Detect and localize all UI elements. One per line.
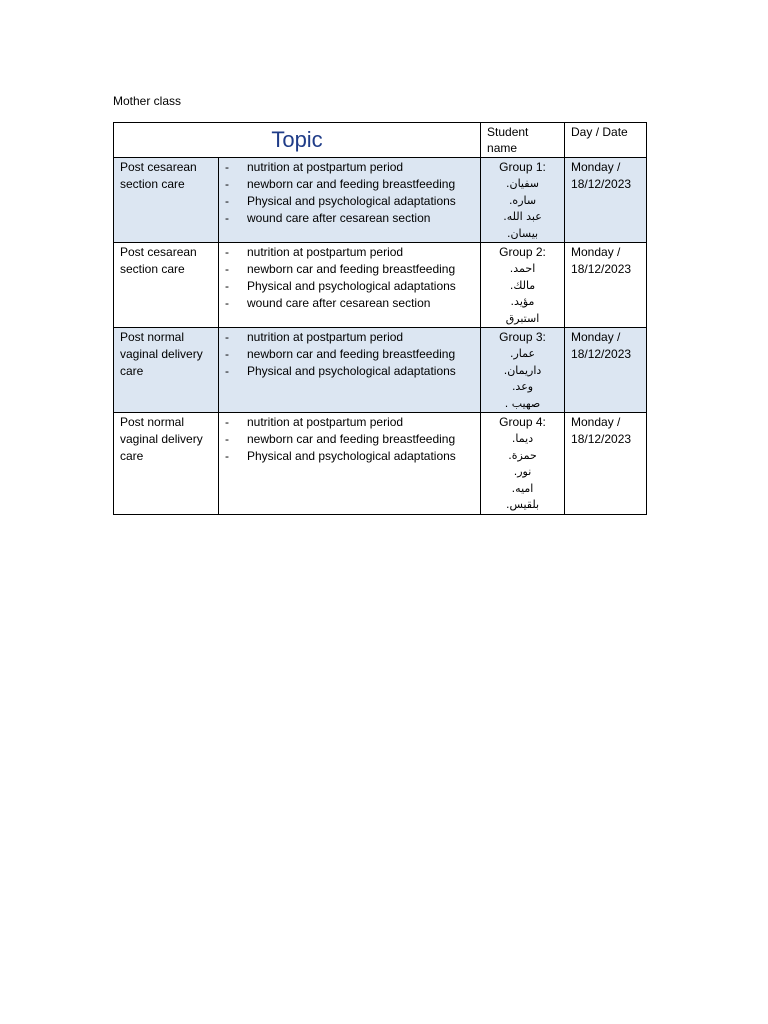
table-row [114,158,647,243]
topic-points-cell [219,413,481,515]
topic-point: - Physical and psychological adaptations [225,448,475,465]
student-name: سفيان. [506,177,540,190]
date-cell: Monday / 18/12/2023 [565,328,647,413]
group-label: Group 4: [499,415,546,429]
topic-point: - newborn car and feeding breastfeeding [225,261,475,278]
day-date-header: Day / Date [565,123,647,158]
topic-points-list [225,244,475,312]
table-row [114,328,647,413]
student-name: بيسان. [506,226,539,240]
student-group-cell [481,158,565,243]
date-cell: Monday / 18/12/2023 [565,158,647,243]
student-name: ديما. [511,432,534,445]
student-name-header: Student name [481,123,565,158]
topic-cell: Post normal vaginal delivery care [114,413,219,515]
topic-header: Topic [114,123,481,158]
student-name: ساره. [508,193,537,207]
date-cell: Monday / 18/12/2023 [565,413,647,515]
student-name: عبد الله. [503,210,542,223]
topic-point: - Physical and psychological adaptations [225,363,475,380]
topic-point: - wound care after cesarean section [225,295,475,312]
student-group-cell [481,243,565,328]
topic-point: - nutrition at postpartum period [225,414,475,431]
topic-point: - Physical and psychological adaptations [225,278,475,295]
student-group-cell [481,328,565,413]
group-label: Group 2: [499,245,546,259]
topic-point: - newborn car and feeding breastfeeding [225,176,475,193]
group-label: Group 1: [499,160,546,174]
topic-cell: Post cesarean section care [114,243,219,328]
student-group-cell [481,413,565,515]
topic-point: - newborn car and feeding breastfeeding [225,346,475,363]
student-name: صهيب . [504,396,541,410]
student-name: اميه. [511,481,534,495]
topic-point: - Physical and psychological adaptations [225,193,475,210]
student-name: مؤيد. [510,295,535,308]
topic-cell: Post cesarean section care [114,158,219,243]
student-name: نور. [513,465,532,478]
date-cell: Monday / 18/12/2023 [565,243,647,328]
student-name: حمزة. [508,448,537,462]
document-title: Mother class [113,94,182,108]
topic-points-list [225,159,475,227]
table-header-row [114,123,647,158]
topic-point: - nutrition at postpartum period [225,159,475,176]
student-name: احمد. [509,262,536,275]
topic-point: - nutrition at postpartum period [225,244,475,261]
topic-points-list [225,329,475,380]
student-name: استبرق [505,311,540,325]
topic-points-cell [219,243,481,328]
student-name: عمار. [509,347,536,360]
student-name: مالك. [509,278,536,292]
student-name: وعد. [511,380,534,393]
topic-points-cell [219,158,481,243]
topic-point: - nutrition at postpartum period [225,329,475,346]
topic-points-cell [219,328,481,413]
student-name: داريمان. [503,363,542,377]
table-row [114,413,647,515]
table-row [114,243,647,328]
topic-points-list [225,414,475,465]
topic-cell: Post normal vaginal delivery care [114,328,219,413]
schedule-table [113,122,647,515]
student-name: بلقيس. [505,498,540,511]
group-label: Group 3: [499,330,546,344]
topic-point: - newborn car and feeding breastfeeding [225,431,475,448]
topic-point: - wound care after cesarean section [225,210,475,227]
